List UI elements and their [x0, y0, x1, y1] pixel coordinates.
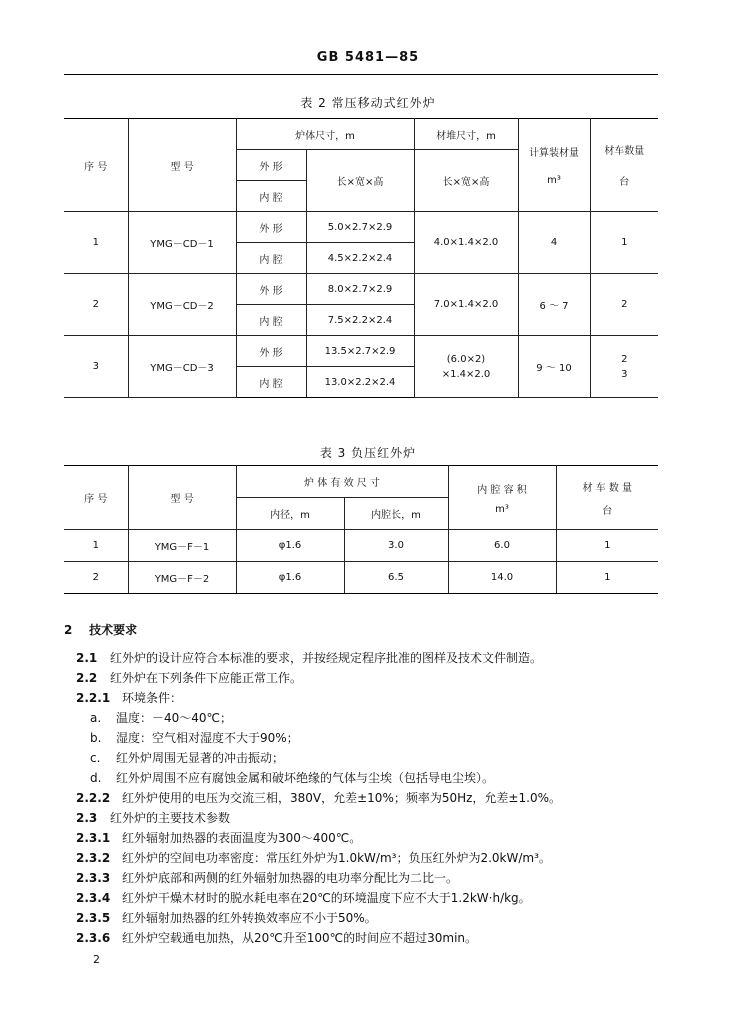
table3-row2-model: YMG－F－2 — [128, 562, 236, 594]
section-heading-number: 2 — [64, 623, 73, 637]
page-number: 2 — [93, 953, 100, 966]
table2-row1-inner-label: 内 腔 — [236, 243, 306, 274]
table2-row2-inner-label: 内 腔 — [236, 305, 306, 336]
table2-header-lwh: 长×宽×高 — [306, 150, 414, 212]
table2-row3-stack-line1: (6.0×2) — [446, 353, 486, 365]
table3-header-effective-size: 炉 体 有 效 尺 寸 — [236, 466, 448, 498]
table2-row1-inner: 4.5×2.2×2.4 — [306, 243, 414, 274]
table3-header-volume-unit: m³ — [495, 503, 509, 515]
table2-row2-inner: 7.5×2.2×2.4 — [306, 305, 414, 336]
table2-row3-inner: 13.0×2.2×2.4 — [306, 367, 414, 398]
clause-number: 2.3 — [76, 811, 98, 825]
clause-text: 红外炉在下列条件下应能正常工作。 — [110, 671, 303, 685]
table2-row1-outer: 5.0×2.7×2.9 — [306, 212, 414, 243]
table3-header-cars-unit: 台 — [602, 505, 613, 517]
table3-row1-length: 3.0 — [344, 530, 448, 562]
table2-header-seq: 序 号 — [64, 119, 128, 212]
table2-row2-outer: 8.0×2.7×2.9 — [306, 274, 414, 305]
clause-2-1 — [76, 650, 542, 666]
table2-row3-outer: 13.5×2.7×2.9 — [306, 336, 414, 367]
table3-header-cars-label: 材 车 数 量 — [582, 482, 633, 494]
table2-row1-cars: 1 — [590, 212, 658, 274]
table2-row2-cars: 2 — [590, 274, 658, 336]
clause-number: c. — [90, 751, 101, 765]
table3-header-inner-diameter: 内径，m — [236, 498, 344, 530]
clause-2-2-1-d — [90, 770, 494, 786]
clause-number: 2.2.1 — [76, 691, 111, 705]
table2-row1-model: YMG－CD－1 — [128, 212, 236, 274]
table2-row3-cars — [590, 336, 658, 398]
table2-row3-outer-label: 外 形 — [236, 336, 306, 367]
table2-header-capacity — [518, 119, 590, 212]
section-heading — [64, 621, 137, 638]
table2-header-cars-label: 材车数量 — [604, 146, 645, 157]
clause-text: 红外炉使用的电压为交流三相，380V，允差±10%；频率为50Hz，允差±1.0%。 — [122, 791, 561, 805]
table2-header-furnace-size: 炉体尺寸，m — [236, 119, 414, 150]
clause-number: a. — [90, 711, 102, 725]
table2-header-model: 型 号 — [128, 119, 236, 212]
clause-number: 2.3.1 — [76, 831, 111, 845]
clause-2-2 — [76, 670, 302, 686]
standard-number: GB 5481—85 — [316, 50, 420, 65]
table2-row2-stack: 7.0×1.4×2.0 — [414, 274, 518, 336]
table3-row2-length: 6.5 — [344, 562, 448, 594]
clause-text: 温度：－40～40℃； — [116, 711, 233, 725]
clause-text: 红外炉空载通电加热，从20℃升至100℃的时间应不超过30min。 — [122, 931, 478, 945]
clause-text: 红外炉干燥木材时的脱水耗电率在20℃的环境温度下应不大于1.2kW·h/kg。 — [122, 891, 531, 905]
clause-2-3 — [76, 810, 230, 826]
table3-row2-volume: 14.0 — [448, 562, 556, 594]
clause-number: 2.1 — [76, 651, 98, 665]
table2-header-capacity-unit: m³ — [547, 175, 561, 186]
table2-header-inner: 内 腔 — [236, 181, 306, 212]
table3-header-model: 型 号 — [128, 466, 236, 530]
clause-text: 红外炉周围不应有腐蚀金属和破坏绝缘的气体与尘埃（包括导电尘埃）。 — [116, 771, 495, 785]
clause-2-2-1-a — [90, 710, 232, 726]
table3 — [64, 465, 658, 594]
table2-row3-capacity: 9 ～ 10 — [518, 336, 590, 398]
table3-header-cars — [556, 466, 658, 530]
clause-number: 2.3.6 — [76, 931, 111, 945]
table2-header-capacity-label: 计算装材量 — [529, 148, 579, 159]
table2-row3-seq: 3 — [64, 336, 128, 398]
clause-2-2-2 — [76, 790, 561, 806]
clause-2-3-4 — [76, 890, 531, 906]
clause-text: 湿度：空气相对湿度不大于90%； — [116, 731, 299, 745]
table2-row3-stack-line2: ×1.4×2.0 — [441, 368, 491, 380]
table2-row1-stack: 4.0×1.4×2.0 — [414, 212, 518, 274]
clause-2-3-1 — [76, 830, 361, 846]
table3-header-seq: 序 号 — [64, 466, 128, 530]
clause-number: 2.3.3 — [76, 871, 111, 885]
table3-row1-volume: 6.0 — [448, 530, 556, 562]
table2-row2-capacity: 6 ～ 7 — [518, 274, 590, 336]
table3-title: 表 3 负压红外炉 — [319, 446, 417, 460]
clause-number: 2.2 — [76, 671, 98, 685]
clause-text: 环境条件： — [122, 691, 183, 705]
clause-2-3-3 — [76, 870, 458, 886]
clause-number: 2.2.2 — [76, 791, 111, 805]
table2-title: 表 2 常压移动式红外炉 — [300, 96, 436, 110]
table3-row1-model: YMG－F－1 — [128, 530, 236, 562]
clause-number: 2.3.4 — [76, 891, 111, 905]
section-heading-text: 技术要求 — [89, 623, 138, 637]
table3-row2-diameter: φ1.6 — [236, 562, 344, 594]
clause-number: d. — [90, 771, 102, 785]
table2-header-outer: 外 形 — [236, 150, 306, 181]
table2-row3-stack — [414, 336, 518, 398]
table2-header-stack-size: 材堆尺寸，m — [414, 119, 518, 150]
table2 — [64, 118, 658, 398]
table3-header-volume — [448, 466, 556, 530]
table3-header-volume-label: 内 腔 容 积 — [477, 484, 527, 496]
clause-text: 红外炉的空间电功率密度：常压红外炉为1.0kW/m³；负压红外炉为2.0kW/m³。 — [122, 851, 551, 865]
header-rule — [64, 74, 658, 75]
table3-row2-cars: 1 — [556, 562, 658, 594]
clause-2-3-6 — [76, 930, 477, 946]
table2-row3-cars-line1: 2 — [621, 353, 628, 365]
clause-number: 2.3.5 — [76, 911, 111, 925]
clause-2-3-2 — [76, 850, 551, 866]
table2-row1-outer-label: 外 形 — [236, 212, 306, 243]
table2-row2-outer-label: 外 形 — [236, 274, 306, 305]
clause-2-2-1 — [76, 690, 182, 706]
table2-row2-model: YMG－CD－2 — [128, 274, 236, 336]
clause-text: 红外炉的主要技术参数 — [110, 811, 231, 825]
table3-row1-seq: 1 — [64, 530, 128, 562]
table3-header-inner-length: 内腔长，m — [344, 498, 448, 530]
clause-text: 红外辐射加热器的红外转换效率应不小于50%。 — [122, 911, 377, 925]
clause-2-3-5 — [76, 910, 377, 926]
table2-header-stack-lwh: 长×宽×高 — [414, 150, 518, 212]
clause-2-2-1-c — [90, 750, 284, 766]
table2-row3-inner-label: 内 腔 — [236, 367, 306, 398]
table2-row2-seq: 2 — [64, 274, 128, 336]
table2-row1-capacity: 4 — [518, 212, 590, 274]
table2-header-cars — [590, 119, 658, 212]
table2-row1-seq: 1 — [64, 212, 128, 274]
clause-text: 红外炉周围无显著的冲击振动； — [116, 751, 285, 765]
table2-row3-model: YMG－CD－3 — [128, 336, 236, 398]
clause-text: 红外炉底部和两侧的红外辐射加热器的电功率分配比为二比一。 — [122, 871, 459, 885]
table2-header-cars-unit: 台 — [619, 177, 630, 188]
table3-row1-cars: 1 — [556, 530, 658, 562]
clause-text: 红外炉的设计应符合本标准的要求，并按经规定程序批准的图样及技术文件制造。 — [110, 651, 543, 665]
table3-row1-diameter: φ1.6 — [236, 530, 344, 562]
table2-row3-cars-line2: 3 — [621, 368, 628, 380]
clause-2-2-1-b — [90, 730, 299, 746]
table3-row2-seq: 2 — [64, 562, 128, 594]
clause-text: 红外辐射加热器的表面温度为300～400℃。 — [122, 831, 362, 845]
clause-number: b. — [90, 731, 102, 745]
clause-number: 2.3.2 — [76, 851, 111, 865]
